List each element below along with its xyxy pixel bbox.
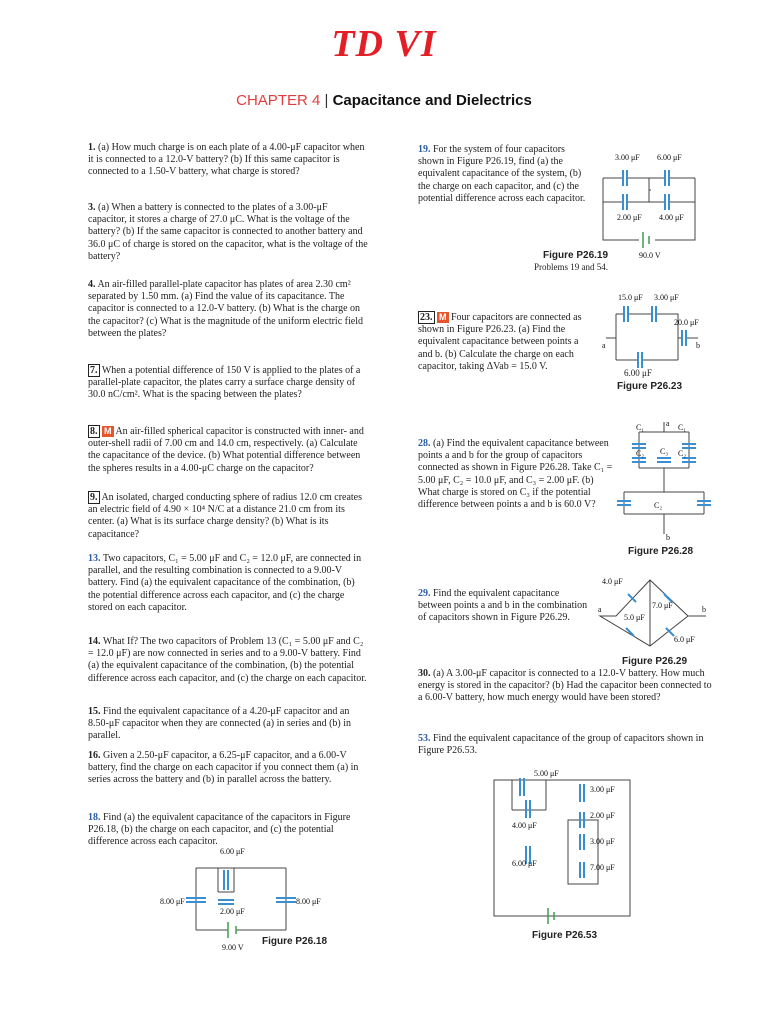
chapter-title: Capacitance and Dielectrics: [332, 92, 532, 109]
problem-13: 13. Two capacitors, C₁ = 5.00 μF and C₂ = 12.0 μF, are connected in parallel, and the resulting combination is connected to a 9.00-V battery. Find (a) the equivalent capacitance of the combination, (b) the potential difference across each capacitor, and (c) the charge stored on each capacitor.: [88, 553, 362, 613]
fig28-label-6: C₂: [654, 501, 663, 510]
fig53-label-3: 4.00 μF: [512, 821, 537, 830]
fig28-label-1: C₁: [636, 423, 645, 432]
problem-28: 28. (a) Find the equivalent capacitance between points a and b for the group of capacitors connected as shown in Figure P26.28. Take C₁ = 5.00 μF, C₂ = 10.0 μF, and C₃ = 2.00 μF. (b) What charge is stored on C₃ if the potential difference between points a and b is 60.0 V?: [418, 438, 613, 511]
fig53-label-1: 5.00 μF: [534, 769, 559, 778]
fig18-label-2: 8.00 μF: [160, 897, 185, 906]
figure-p26-19-subcaption: Problems 19 and 54.: [534, 262, 608, 272]
fig18-label-1: 6.00 μF: [220, 847, 245, 856]
fig19-label-5: 90.0 V: [639, 251, 661, 260]
fig18-label-4: 8.00 μF: [296, 897, 321, 906]
problem-7: 7. When a potential difference of 150 V is applied to the plates of a parallel-plate capacitor, the plates carry a surface charge density of 30.0 nC/cm². What is the spacing between the plates?: [88, 365, 361, 401]
fig28-label-3: C₃: [660, 447, 669, 456]
figure-p26-19: [595, 150, 705, 260]
problem-1: 1. (a) How much charge is on each plate of a 4.00-μF capacitor when it is connected to a 12.0-V battery? (b) If this same capacitor is connected to a 1.50-V battery, what charge is stored?: [88, 142, 365, 178]
problem-18: 18. Find (a) the equivalent capacitance of the capacitors in Figure P26.18, (b) the charge on each capacitor, and (c) the potential difference across each capacitor.: [88, 812, 351, 848]
fig23-label-2: 3.00 μF: [654, 293, 679, 302]
problem-15: 15. Find the equivalent capacitance of a 4.20-μF capacitor and an 8.50-μF capacitor when they are connected (a) in series and (b) in parallel.: [88, 706, 352, 742]
problem-3: 3. (a) When a battery is connected to the plates of a 3.00-μF capacitor, it stores a charge of 27.0 μC. What is the voltage of the battery? (b) If the same capacitor is connected to another battery and 36.0 μC of charge is stored on the capacitor, what is the voltage of the battery?: [88, 202, 368, 262]
problem-30: 30. (a) A 3.00-μF capacitor is connected to a 12.0-V battery. How much energy is stored in the capacitor? (b) Had the capacitor been connected to a 6.00-V battery, how much energy would have been stored?: [418, 668, 712, 704]
fig28-label-2: C₁: [678, 423, 687, 432]
fig29-label-5: a: [598, 605, 602, 614]
fig29-label-6: b: [702, 605, 706, 614]
figure-p26-29: [596, 572, 714, 648]
chapter-label: CHAPTER 4: [236, 92, 321, 109]
fig23-label-4: 6.00 μF: [624, 368, 652, 378]
fig23-label-3: 20.0 μF: [674, 318, 699, 327]
fig18-label-3: 2.00 μF: [220, 907, 245, 916]
problem-8: 8. M An air-filled spherical capacitor is constructed with inner- and outer-shell radii of 7.00 cm and 14.0 cm, respectively. (a) Calculate the capacitance of the device. (b) What potential difference between the spheres results in a 4.00-μC charge on the capacitor?: [88, 426, 364, 474]
page-title: TD VI: [331, 23, 437, 65]
figure-p26-28: [614, 418, 714, 542]
fig23-label-5: a: [602, 341, 606, 350]
figure-p26-23-caption: Figure P26.23: [617, 381, 683, 392]
fig28-label-8: b: [666, 533, 670, 542]
figure-p26-53: [490, 766, 640, 926]
figure-p26-29-caption: Figure P26.29: [622, 656, 688, 667]
problem-53: 53. Find the equivalent capacitance of the group of capacitors shown in Figure P26.53.: [418, 733, 704, 757]
problem-19: 19. For the system of four capacitors shown in Figure P26.19, find (a) the equivalent capacitance of the system, (b) the charge on each capacitor, and (c) the potential difference across each capacitor.: [418, 144, 586, 204]
fig28-label-4: C₂: [636, 449, 645, 458]
fig18-label-5: 9.00 V: [222, 943, 244, 952]
fig28-label-5: C₂: [678, 449, 687, 458]
figure-p26-28-caption: Figure P26.28: [628, 546, 694, 557]
figure-p26-23: [598, 290, 708, 370]
fig23-label-6: b: [696, 341, 700, 350]
fig28-label-7: a: [666, 419, 670, 428]
chapter-heading: [0, 92, 768, 109]
problem-16: 16. Given a 2.50-μF capacitor, a 6.25-μF capacitor, and a 6.00-V battery, find the charge on each capacitor if you connect them (a) in series across the battery and (b) in parallel across the battery.: [88, 750, 359, 786]
fig29-label-4: 6.0 μF: [674, 635, 695, 644]
fig53-label-5: 3.00 μF: [590, 837, 615, 846]
fig19-label-2: 6.00 μF: [657, 153, 682, 162]
problem-9: 9. An isolated, charged conducting sphere of radius 12.0 cm creates an electric field of 4.90 × 10⁴ N/C at a distance 21.0 cm from its center. (a) What is its surface charge density? (b) What is its capacitance?: [88, 492, 363, 540]
fig53-label-7: 7.00 μF: [590, 863, 615, 872]
fig29-label-3: 5.0 μF: [624, 613, 645, 622]
fig29-label-2: 7.0 μF: [652, 601, 673, 610]
chapter-separator: |: [324, 92, 329, 109]
figure-p26-19-caption: Figure P26.19: [543, 250, 609, 261]
fig23-label-1: 15.0 μF: [618, 293, 643, 302]
problem-4: 4. An air-filled parallel-plate capacitor has plates of area 2.30 cm² separated by 1.50 mm. (a) Find the value of its capacitance. The capacitor is connected to a 12.0-V battery. (b) What is the charge on the capacitor? (c) What is the magnitude of the uniform electric field between the plates?: [88, 279, 363, 339]
problem-29: 29. Find the equivalent capacitance between points a and b in the combination of capacitors shown in Figure P26.29.: [418, 588, 588, 624]
problem-23: 23. M Four capacitors are connected as shown in Figure P26.23. (a) Find the equivalent capacitance between points a and b. (b) Calculate the charge on each capacitor, taking ΔVab = 15.0 V.: [418, 312, 582, 372]
fig19-label-3: 2.00 μF: [617, 213, 642, 222]
figure-p26-18-caption: Figure P26.18: [262, 936, 328, 947]
fig53-label-6: 6.00 μF: [512, 859, 537, 868]
fig29-label-1: 4.0 μF: [602, 577, 623, 586]
fig53-label-4: 2.00 μF: [590, 811, 615, 820]
problem-14: 14. What If? The two capacitors of Problem 13 (C₁ = 5.00 μF and C₂ = 12.0 μF) are now connected in series and to a 9.00-V battery. Find (a) the equivalent capacitance of the combination, (b) the potential difference across each capacitor, and (c) the charge on each capacitor.: [88, 636, 367, 684]
fig19-label-4: 4.00 μF: [659, 213, 684, 222]
fig19-label-1: 3.00 μF: [615, 153, 640, 162]
figure-p26-53-caption: Figure P26.53: [532, 930, 598, 941]
fig53-label-2: 3.00 μF: [590, 785, 615, 794]
